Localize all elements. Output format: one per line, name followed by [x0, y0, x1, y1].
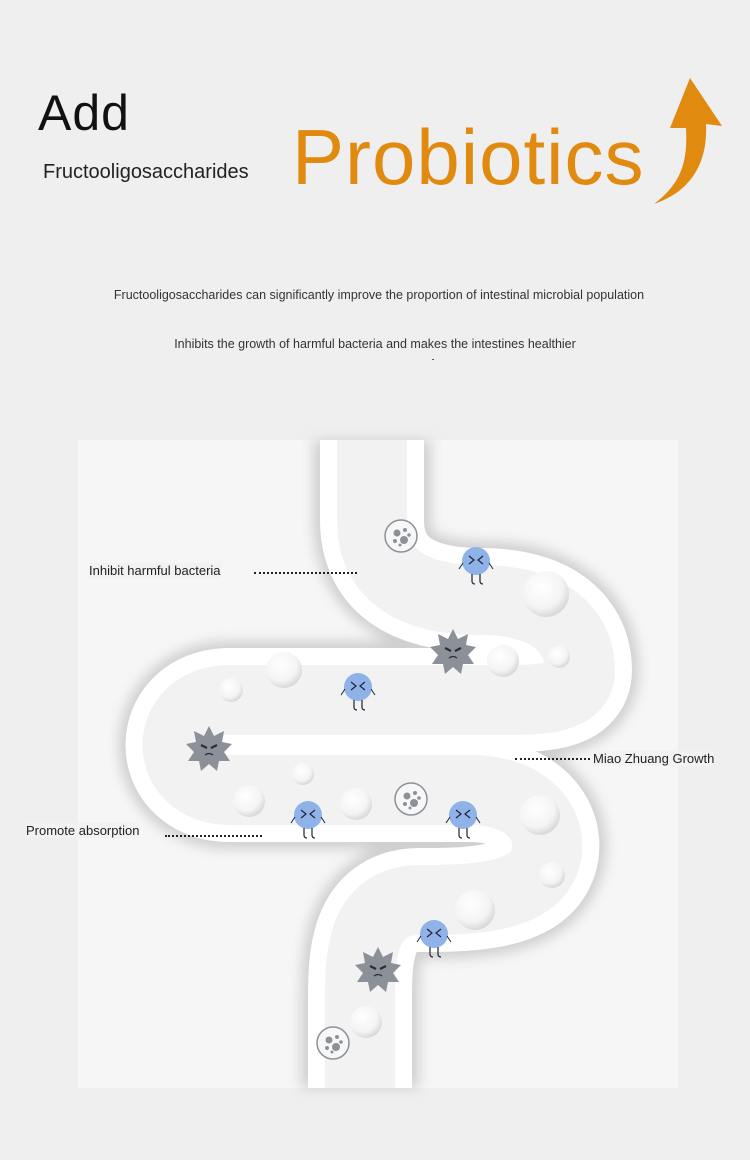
- leader-line: [515, 758, 590, 760]
- up-arrow-icon: [650, 74, 730, 208]
- decorative-dash: [432, 359, 434, 360]
- nutrient-ball: [455, 890, 495, 930]
- spore-icon: [385, 520, 417, 552]
- spore-icon: [317, 1027, 349, 1059]
- intestine-illustration: [0, 420, 750, 1120]
- hero-ingredient-text: Fructooligosaccharides: [43, 161, 249, 183]
- nutrient-ball: [548, 646, 570, 668]
- nutrient-ball: [340, 788, 372, 820]
- label-growth: Miao Zhuang Growth: [593, 751, 715, 766]
- leader-line: [254, 572, 357, 574]
- hero-probiotics-text: Probiotics: [292, 113, 645, 201]
- hero-add-text: Add: [38, 85, 130, 141]
- nutrient-ball: [350, 1006, 382, 1038]
- description-2: Inhibits the growth of harmful bacteria and makes the intestines healthier: [174, 337, 576, 351]
- nutrient-ball: [292, 763, 314, 785]
- label-promote-absorption: Promote absorption: [26, 823, 140, 838]
- nutrient-ball: [523, 571, 569, 617]
- nutrient-ball: [487, 645, 519, 677]
- nutrient-ball: [266, 652, 302, 688]
- nutrient-ball: [233, 785, 265, 817]
- leader-line: [165, 835, 262, 837]
- nutrient-ball: [539, 862, 565, 888]
- label-inhibit-harmful-bacteria: Inhibit harmful bacteria: [89, 563, 221, 578]
- spore-icon: [395, 783, 427, 815]
- nutrient-ball: [520, 795, 560, 835]
- description-1: Fructooligosaccharides can significantly improve the proportion of intestinal microbial population: [113, 288, 645, 302]
- nutrient-ball: [219, 678, 243, 702]
